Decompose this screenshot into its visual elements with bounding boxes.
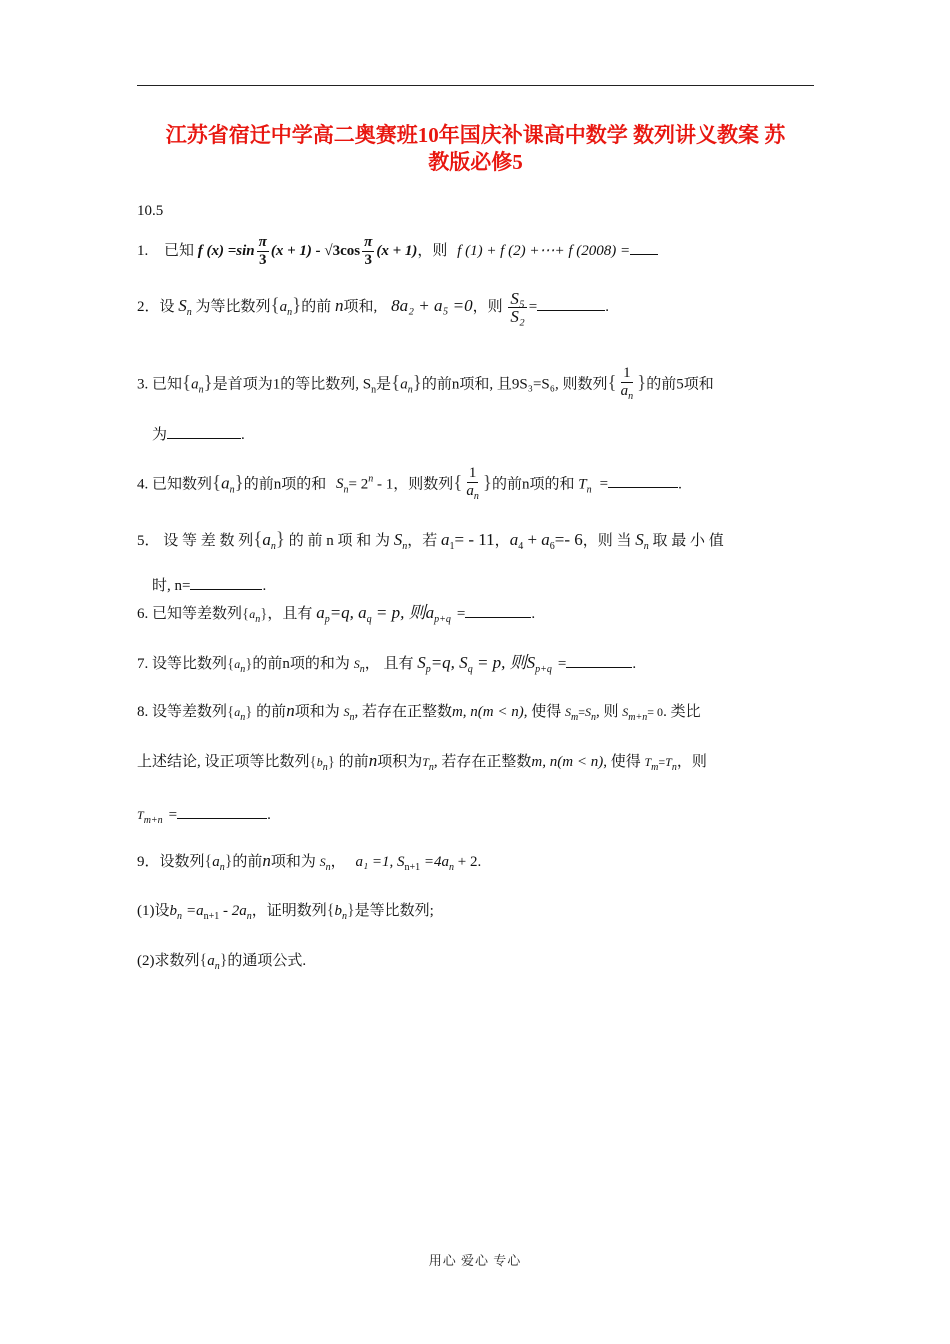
problem-5-answer: 时, n= .: [152, 575, 266, 597]
problem-3: 3. 已知$\{a_n\}$是首项为1的等比数列, $S_n$是$\{a_n\}$的前n项和, 且9S₃=S₆, 则数列{ $\frac{1}{a_n}$ }的前5项和: [137, 365, 714, 402]
problem-9-part-1: (1)设$b_n =a_{n+1} - 2a_n$，证明数列$\{b_n\}$是等比数列;: [137, 902, 434, 922]
problem-5: 5． 设 等 差 数 列$\{a_n\}$ 的 前 n 项 和 为 $S_n$，若 $a_1= - 11$，$a_4 + a_6=-$ 6，则 当 $S_n$ 取 最 小 值: [137, 529, 724, 552]
problem-4: 4. 已知数列$\{a_n\}$的前n项的和 $S_n= 2^n - 1$，则数列{ $\frac{1}{a_n}$ }的前n项的和 $T_n$ = .: [137, 465, 682, 502]
problem-3-answer: 为 .: [152, 424, 245, 446]
problem-7: 7. 设等比数列$\{a_n\}$的前n项的和为 $S_n$， 且有 $S_p=q$, $S_q = p$, 则$S_{p+q}$ = .: [137, 653, 637, 675]
problem-6: 6. 已知等差数列$\{a_n\}$，且有 $a_p=q$, $a_q = p$, 则$a_{p+q}$ = .: [137, 603, 536, 625]
problem-9: 9．设数列$\{a_n\}$的前n项和为 $S_n$， a₁ =1, $S_{n+1} =4a_n + 2$.: [137, 851, 482, 873]
problem-9-part-2: (2)求数列$\{a_n\}$的通项公式.: [137, 952, 307, 972]
document-title: 江苏省宿迁中学高二奥赛班10年国庆补课高中数学 数列讲义教案 苏 教版必修5: [165, 123, 786, 174]
date-label: 10.5: [137, 203, 164, 219]
header-rule: [137, 85, 814, 86]
page-footer: 用心 爱心 专心: [428, 1253, 522, 1268]
problem-8-line-2: 上述结论, 设正项等比数列$\{b_n\}$ 的前n项积为$T_n$, 若存在正整数m, n(m < n), 使得 $T_m=T_n$，则: [137, 751, 707, 773]
problem-1: 1. 已知 f (x) =sin $\frac{\pi}{3}$ (x + 1) - √3cos $\frac{\pi}{3}$ (x + 1)，则 f (1) + f (2) +⋯+ f (2008) =: [137, 234, 658, 269]
problem-8: 8. 设等差数列$\{a_n\}$ 的前n项和为 $S_n$, 若存在正整数m, n(m < n), 使得 $S_m=S_n$, 则 $S_{m+n}= 0$. 类比: [137, 701, 701, 723]
problem-8-line-3: $T_{m+n}$ = .: [137, 804, 271, 832]
problem-2: 2．设 $S_n$ 为等比数列$\{a_n\}$的前 n项和, 8a₂ + a₅ =0，则 $\frac{\text{S₅}}{\text{S₂}}$ = .: [137, 289, 609, 326]
